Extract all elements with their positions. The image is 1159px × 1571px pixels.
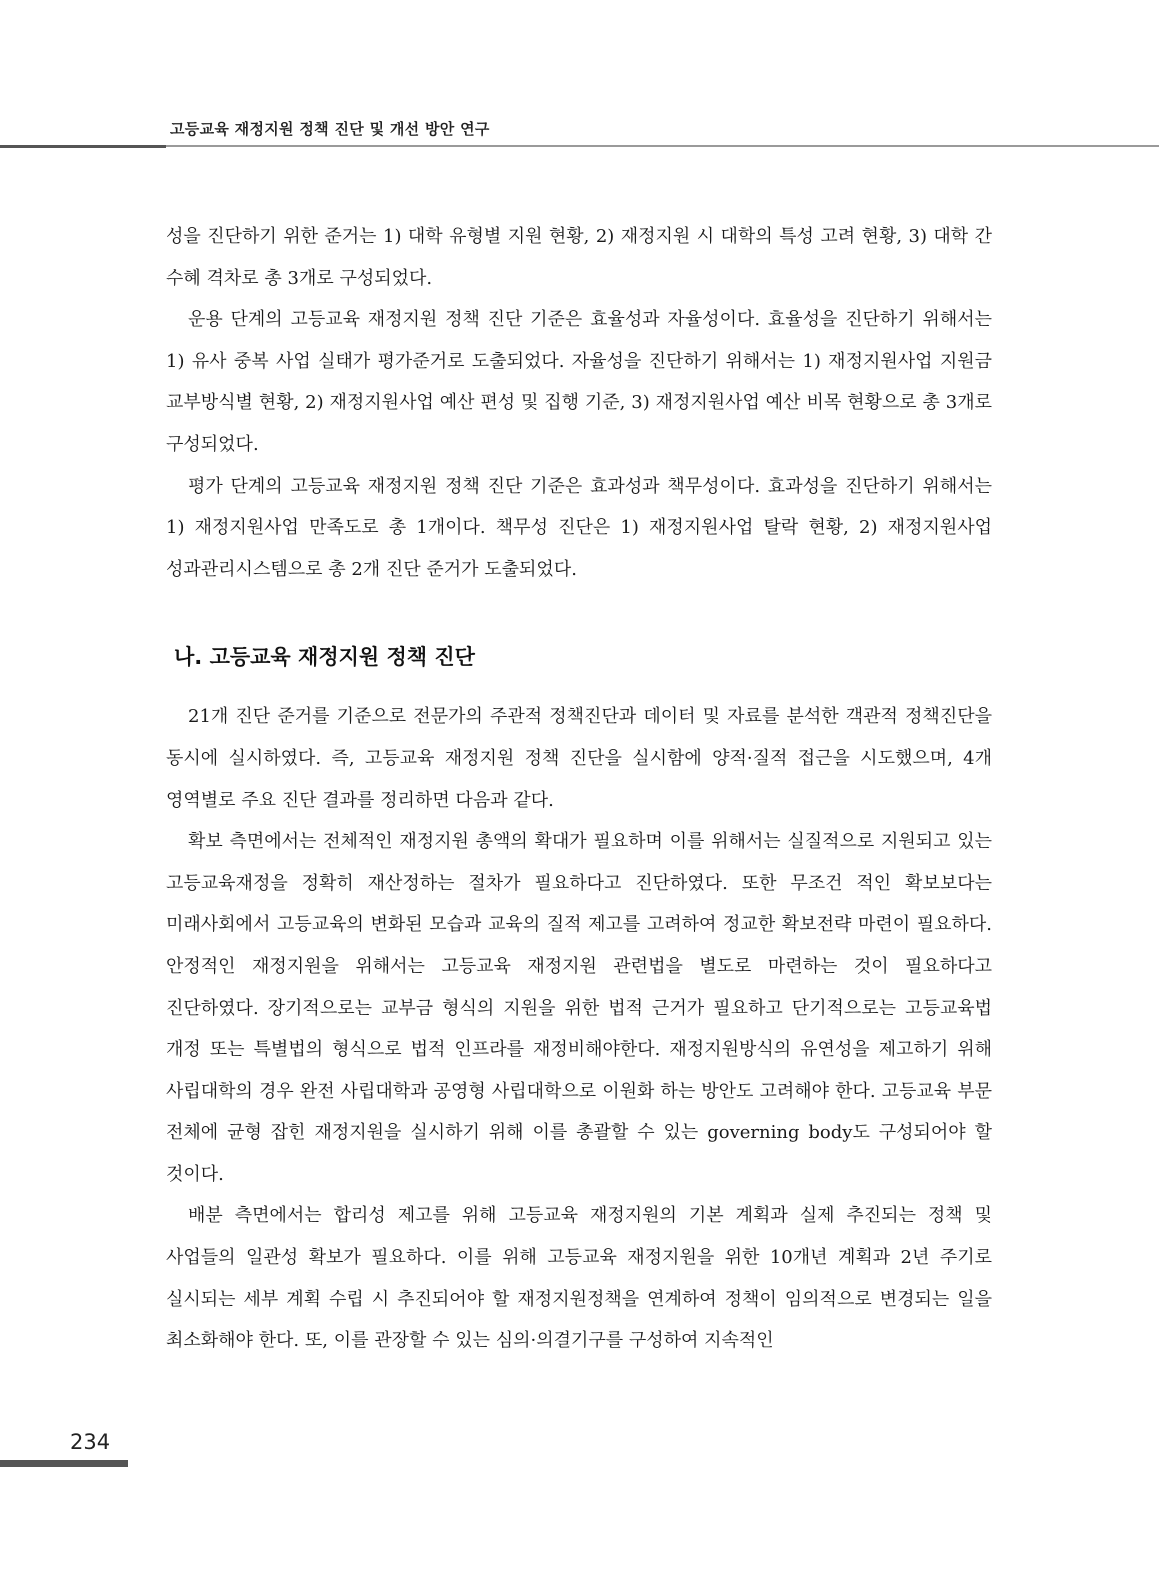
header-rule-accent <box>0 145 166 148</box>
paragraph-continuation: 성을 진단하기 위한 준거는 1) 대학 유형별 지원 현황, 2) 재정지원 시 대학의 특성 고려 현황, 3) 대학 간 수혜 격차로 총 3개로 구성되었다. <box>166 226 992 289</box>
section-heading: 나. 고등교육 재정지원 정책 진단 <box>174 645 475 670</box>
header-rule <box>166 145 1159 147</box>
paragraph-operation-stage: 운용 단계의 고등교육 재정지원 정책 진단 기준은 효율성과 자율성이다. 효율성을 진단하기 위해서는 1) 유사 중복 사업 실태가 평가준거로 도출되었다. 자율성을 진단하기 위해서는 1) 재정지원사업 지원금 교부방식별 현황, 2) 재정지원사업 예산 편성 및 집행 기준, 3) 재정지원사업 예산 비목 현황으로 총 3개로 구성되었다. <box>166 309 992 455</box>
paragraph-securing-aspect: 확보 측면에서는 전체적인 재정지원 총액의 확대가 필요하며 이를 위해서는 실질적으로 지원되고 있는 고등교육재정을 정확히 재산정하는 절차가 필요하다고 진단하였다. 또한 무조건 적인 확보보다는 미래사회에서 고등교육의 변화된 모습과 교육의 질적 제고를 고려하여 정교한 확보전략 마련이 필요하다. 안정적인 재정지원을 위해서는 고등교육 재정지원 관련법을 별도로 마련하는 것이 필요하다고 진단하였다. 장기적으로는 교부금 형식의 지원을 위한 법적 근거가 필요하고 단기적으로는 고등교육법 개정 또는 특별법의 형식으로 법적 인프라를 재정비해야한다. 재정지원방식의 유연성을 제고하기 위해 사립대학의 경우 완전 사립대학과 공영형 사립대학으로 이원화 하는 방안도 고려해야 한다. 고등교육 부문 전체에 균형 잡힌 재정지원을 실시하기 위해 이를 총괄할 수 있는 governing body도 구성되어야 할 것이다. <box>166 831 992 1185</box>
page-body <box>166 216 992 1362</box>
paragraph-diagnosis-overview: 21개 진단 준거를 기준으로 전문가의 주관적 정책진단과 데이터 및 자료를 분석한 객관적 정책진단을 동시에 실시하였다. 즉, 고등교육 재정지원 정책 진단을 실시함에 양적·질적 접근을 시도했으며, 4개 영역별로 주요 진단 결과를 정리하면 다음과 같다. <box>166 706 992 811</box>
running-header-title: 고등교육 재정지원 정책 진단 및 개선 방안 연구 <box>170 120 490 138</box>
paragraph-evaluation-stage: 평가 단계의 고등교육 재정지원 정책 진단 기준은 효과성과 책무성이다. 효과성을 진단하기 위해서는 1) 재정지원사업 만족도로 총 1개이다. 책무성 진단은 1) 재정지원사업 탈락 현황, 2) 재정지원사업 성과관리시스템으로 총 2개 진단 준거가 도출되었다. <box>166 475 992 580</box>
footer-rule <box>0 1460 128 1467</box>
page-number: 234 <box>70 1430 111 1454</box>
paragraph-allocation-aspect: 배분 측면에서는 합리성 제고를 위해 고등교육 재정지원의 기본 계획과 실제 추진되는 정책 및 사업들의 일관성 확보가 필요하다. 이를 위해 고등교육 재정지원을 위한 10개년 계획과 2년 주기로 실시되는 세부 계획 수립 시 추진되어야 할 재정지원정책을 연계하여 정책이 임의적으로 변경되는 일을 최소화해야 한다. 또, 이를 관장할 수 있는 심의·의결기구를 구성하여 지속적인 <box>166 1205 992 1352</box>
